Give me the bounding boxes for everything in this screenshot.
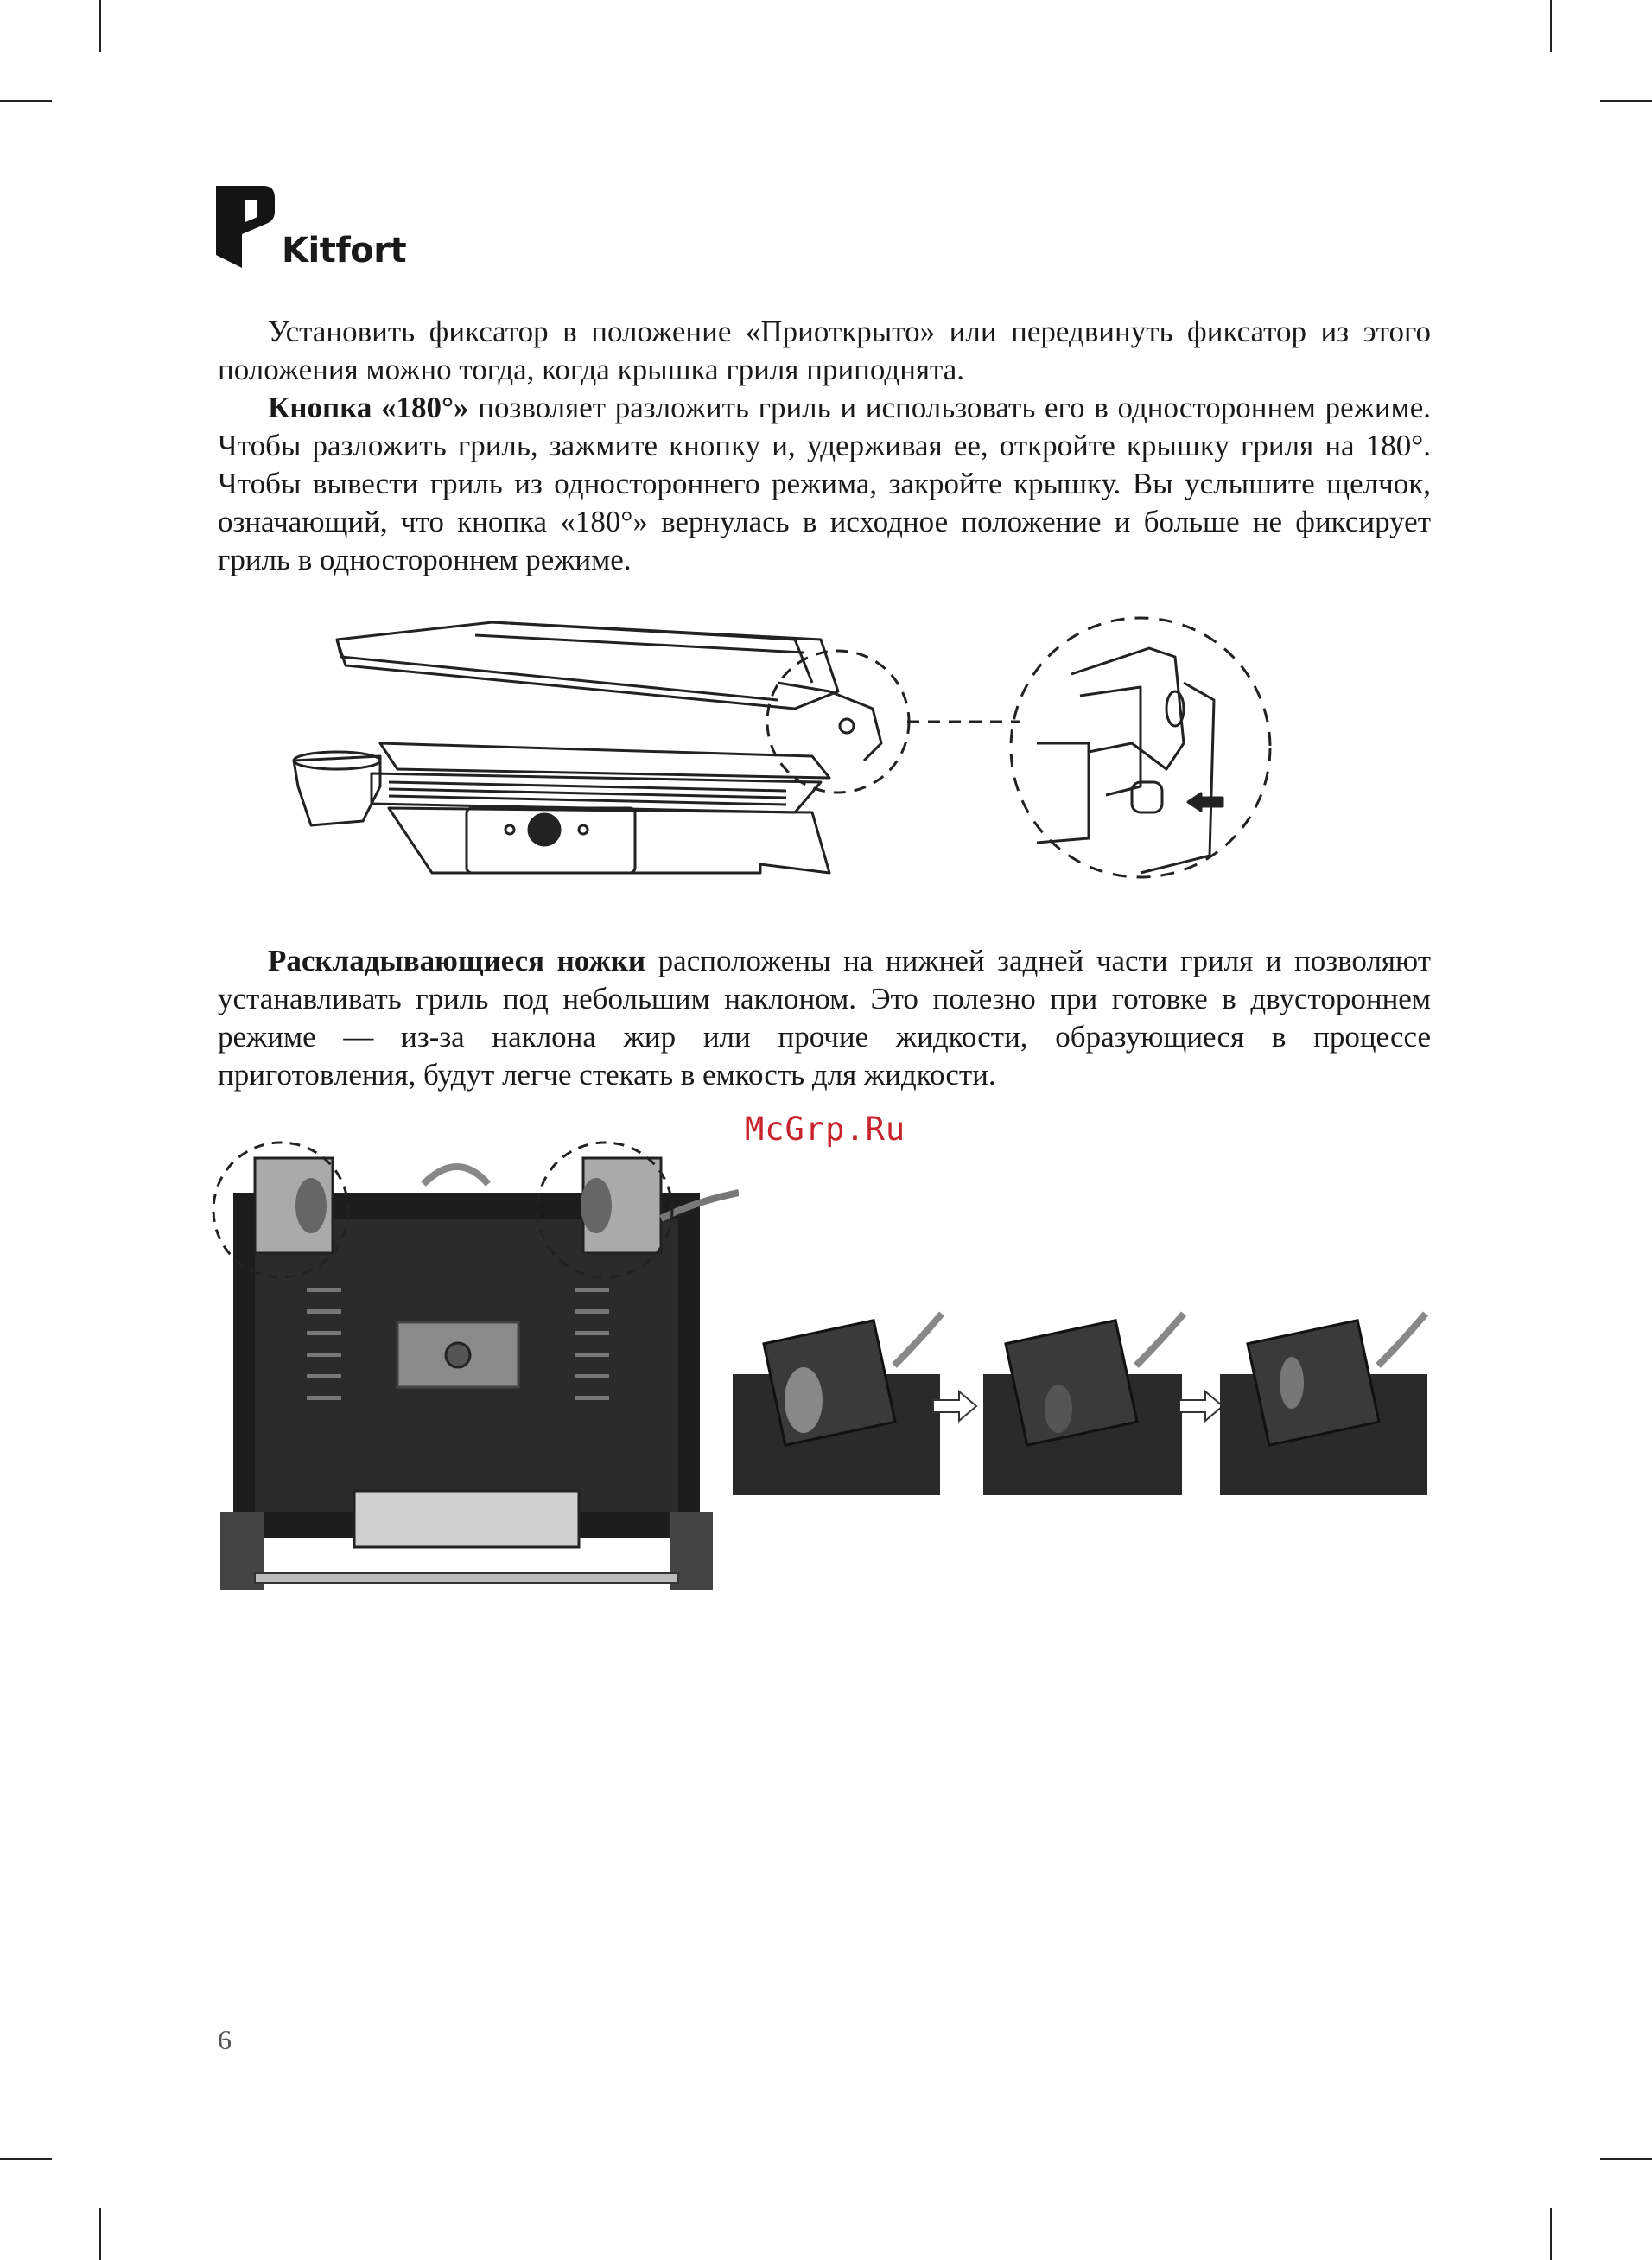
brand-logo <box>216 186 407 271</box>
kitfort-logo-icon <box>216 186 276 268</box>
term-bold: Раскладывающиеся ножки <box>268 944 646 977</box>
text-section-top <box>218 313 1431 579</box>
paragraph: Установить фиксатор в положение «Приоткрыто» или передвинуть фиксатор из этого положения можно тогда, когда крышка гриля приподнята. <box>218 315 1431 386</box>
text-section-feet <box>218 942 1431 1094</box>
crop-mark <box>0 2158 52 2160</box>
crop-mark <box>1550 0 1552 52</box>
paragraph-text: расположены на нижней задней части гриля и позволяют устанавливать гриль под небольшим наклоном. Это полезно при готовке в двустороннем режиме — из-за наклона жир или прочие жидкости, образующиеся в процессе приготовления, будут легче стекать в емкость для жидкости. <box>218 944 1432 1092</box>
paragraph-text: позволяет разложить гриль и использовать его в одностороннем режиме. Чтобы разложить гриль, зажмите кнопку и, удерживая ее, откройте крышку гриля на 180°. Чтобы вывести гриль из одностороннего режима, закройте крышку. Вы услышите щелчок, означающий, что кнопка «180°» вернулась в исходное положение и больше не фиксирует гриль в одностороннем режиме. <box>218 391 1431 576</box>
crop-mark <box>0 100 52 102</box>
watermark: McGrp.Ru <box>745 1111 906 1148</box>
crop-mark <box>1600 2158 1652 2160</box>
leg-step-2 <box>983 1314 1184 1495</box>
grill-180-button-illustration <box>276 614 1287 925</box>
term-bold: Кнопка «180°» <box>268 391 469 424</box>
crop-mark <box>1600 100 1652 102</box>
folding-leg-sequence <box>730 1305 1430 1495</box>
page-number: 6 <box>218 2024 232 2055</box>
arrow-icon <box>1179 1391 1223 1421</box>
paragraph <box>218 942 1431 1094</box>
paragraph <box>218 389 1431 579</box>
leg-step-3 <box>1220 1314 1427 1495</box>
leg-step-1 <box>733 1314 942 1495</box>
brand-name: Kitfort <box>282 231 407 271</box>
crop-mark <box>1550 2208 1552 2260</box>
crop-mark <box>99 0 101 52</box>
crop-mark <box>99 2208 101 2260</box>
grill-bottom-photo <box>203 1132 739 1595</box>
